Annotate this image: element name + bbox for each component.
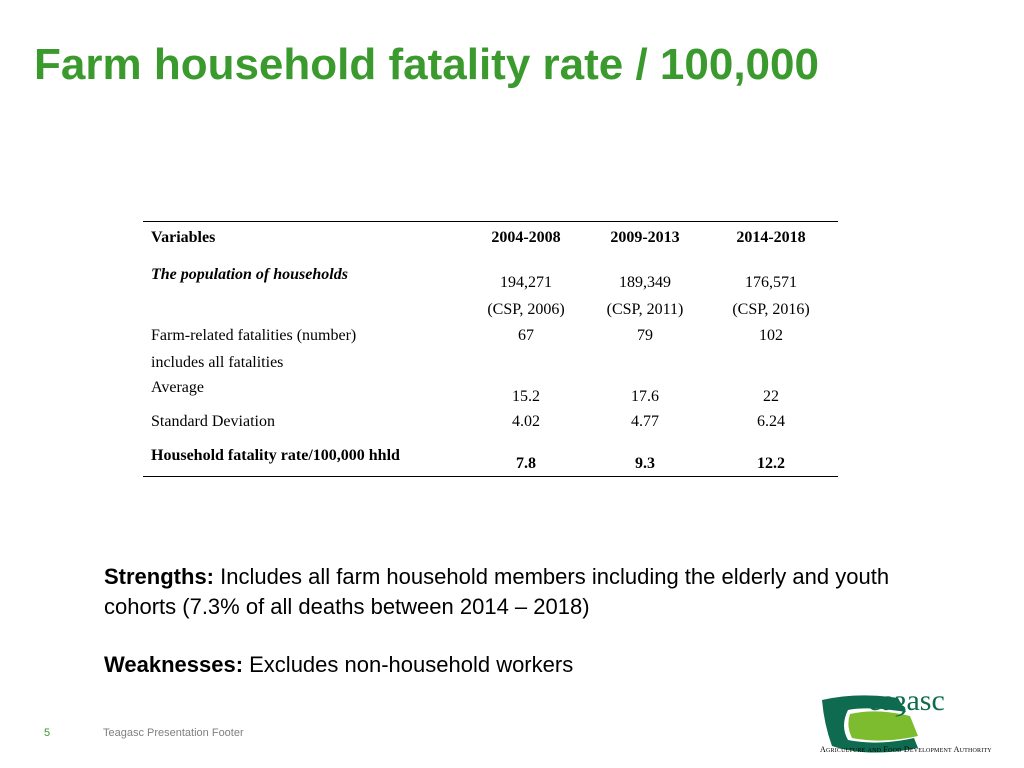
header-col-3: 2014-2018 <box>736 229 806 246</box>
header-col-2: 2009-2013 <box>610 229 680 246</box>
row-label-population: The population of households <box>151 266 348 283</box>
fatalities-col-1: 67 <box>518 327 534 344</box>
weaknesses-label: Weaknesses: <box>104 652 244 677</box>
rate-col-1: 7.8 <box>516 455 536 472</box>
std-col-3: 6.24 <box>757 413 785 430</box>
population-col-3: 176,571 <box>745 274 797 291</box>
header-variables: Variables <box>151 229 216 246</box>
population-col-1: 194,271 <box>500 274 552 291</box>
weaknesses-text: Excludes non-household workers <box>243 652 574 677</box>
page-number: 5 <box>44 727 51 739</box>
strengths-label: Strengths: <box>104 564 214 589</box>
slide-title: Farm household fatality rate / 100,000 <box>34 40 819 89</box>
population-source-3: (CSP, 2016) <box>732 301 810 318</box>
average-col-3: 22 <box>763 388 779 405</box>
std-col-2: 4.77 <box>631 413 659 430</box>
strengths-paragraph <box>104 562 964 622</box>
average-col-1: 15.2 <box>512 388 540 405</box>
fatalities-col-3: 102 <box>759 327 783 344</box>
fatalities-note: includes all fatalities <box>151 354 284 371</box>
logo-tagline: Agriculture and Food Development Authority <box>820 745 992 754</box>
population-col-2: 189,349 <box>619 274 671 291</box>
fatality-table <box>143 221 838 477</box>
average-col-2: 17.6 <box>631 388 659 405</box>
rate-col-2: 9.3 <box>635 455 655 472</box>
fatalities-col-2: 79 <box>637 327 653 344</box>
std-col-1: 4.02 <box>512 413 540 430</box>
rate-col-3: 12.2 <box>757 455 785 472</box>
population-source-2: (CSP, 2011) <box>606 301 684 318</box>
header-col-1: 2004-2008 <box>491 229 561 246</box>
row-label-average: Average <box>151 379 204 396</box>
logo-wordmark: eaȝasc <box>868 684 945 717</box>
row-label-rate: Household fatality rate/100,000 hhld <box>151 447 400 464</box>
weaknesses-paragraph <box>104 652 573 678</box>
strengths-text: Includes all farm household members including the elderly and youth cohorts (7.3% of all deaths between 2014 – 2018) <box>104 564 890 619</box>
row-label-fatalities: Farm-related fatalities (number) <box>151 327 357 344</box>
population-source-1: (CSP, 2006) <box>487 301 565 318</box>
row-label-std: Standard Deviation <box>151 413 275 430</box>
footer-text: Teagasc Presentation Footer <box>103 727 244 739</box>
